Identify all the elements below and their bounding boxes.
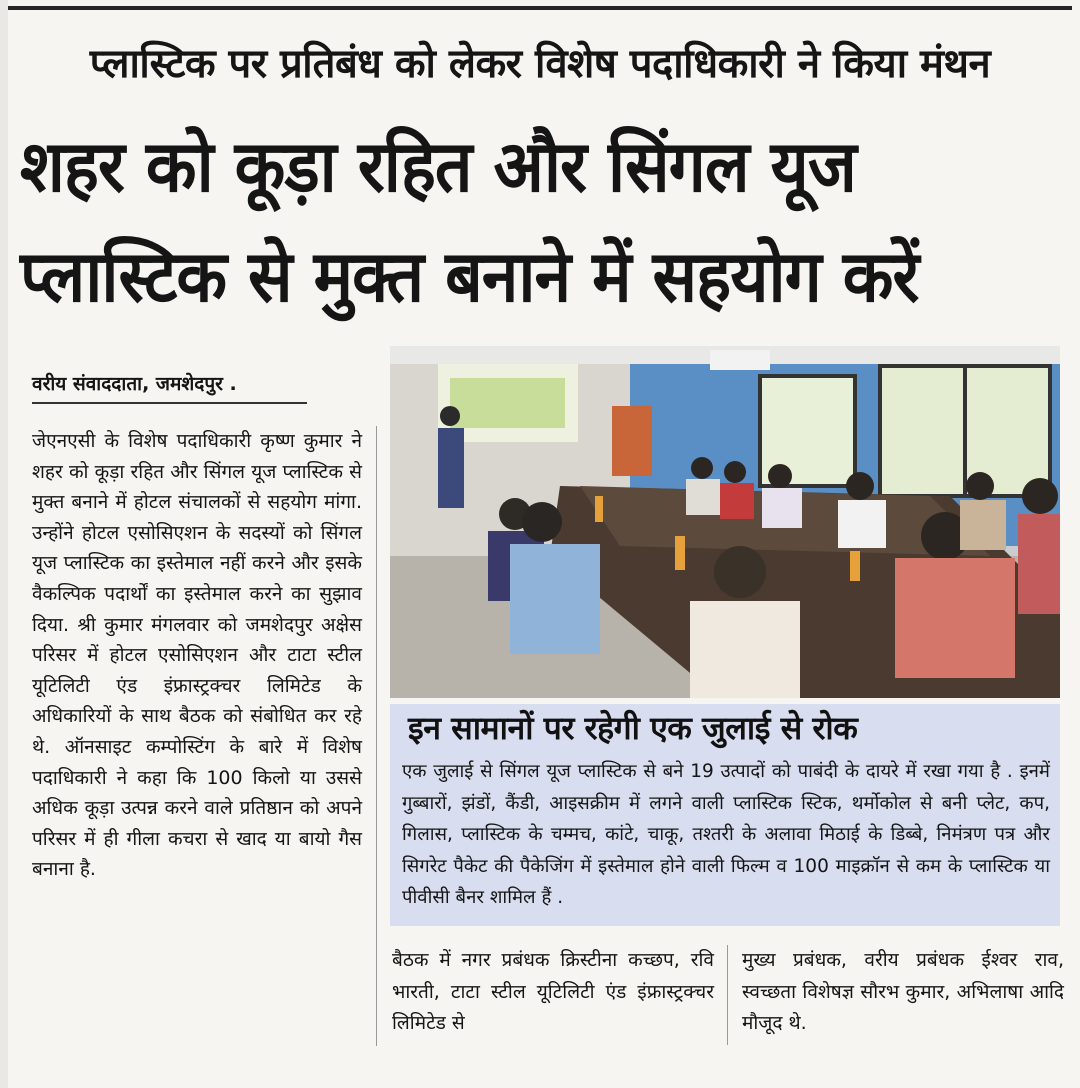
headline-line-1: शहर को कूड़ा रहित और सिंगल यूज — [20, 124, 856, 209]
info-box — [390, 704, 1060, 926]
byline: वरीय संवाददाता, जमशेदपुर . — [32, 370, 307, 404]
column-divider — [376, 426, 377, 1046]
page-edge — [0, 0, 8, 1088]
kicker-headline: प्लास्टिक पर प्रतिबंध को लेकर विशेष पदाधिकारी ने किया मंथन — [89, 41, 991, 87]
body-column-3: मुख्य प्रबंधक, वरीय प्रबंधक ईश्वर राव, स्वच्छता विशेषज्ञ सौरभ कुमार, अभिलाषा आदि मौजूद थे. — [742, 949, 1064, 1034]
meeting-photo-illustration — [390, 346, 1060, 698]
body-column-2: बैठक में नगर प्रबंधक क्रिस्टीना कच्छप, रवि भारती, टाटा स्टील यूटिलिटी एंड इंफ्रास्ट्रक्चर लिमिटेड से — [392, 949, 714, 1034]
meeting-photo — [390, 346, 1060, 698]
main-headline — [20, 112, 1066, 332]
headline-line-2: प्लास्टिक से मुक्त बनाने में सहयोग करें — [20, 235, 919, 319]
column-divider-2 — [727, 945, 728, 1045]
info-box-text: एक जुलाई से सिंगल यूज प्लास्टिक से बने 19 उत्पादों को पाबंदी के दायरे में रखा गया है . इनमें गुब्बारों, झंडों, कैंडी, आइसक्रीम में लगने वाली प्लास्टिक स्टिक, थर्मोकोल से बनी प्लेट, कप, गिलास, प्लास्टिक के चम्मच, कांटे, चाकू, तश्तरी के अलावा मिठाई के डिब्बे, निमंत्रण पत्र और सिगरेट पैकेट की पैकेजिंग में इस्तेमाल होने वाली फिल्म व 100 माइक्रॉन से कम के प्लास्टिक या पीवीसी बैनर शामिल हैं . — [402, 761, 1050, 908]
body-column-1: जेएनएसी के विशेष पदाधिकारी कृष्ण कुमार ने शहर को कूड़ा रहित और सिंगल यूज प्लास्टिक से मुक्त बनाने में होटल संचालकों से सहयोग मांगा. उन्होंने होटल एसोसिएशन के सदस्यों को सिंगल यूज प्लास्टिक का इस्तेमाल नहीं करने और इसके वैकल्पिक पदार्थों का इस्तेमाल करने का सुझाव दिया. श्री कुमार मंगलवार को जमशेदपुर अक्षेस परिसर में होटल एसोसिएशन और टाटा स्टील यूटिलिटी एंड इंफ्रास्ट्रक्चर लिमिटेड के अधिकारियों के साथ बैठक को संबोधित कर रहे थे. ऑनसाइट कम्पोस्टिंग के बारे में विशेष पदाधिकारी ने कहा कि 100 किलो या उससे अधिक कूड़ा उत्पन्न करने वाले प्रतिष्ठान को अपने परिसर में ही गीला कचरा से खाद या बायो गैस बनाना है. — [32, 430, 362, 881]
info-box-title: इन सामानों पर रहेगी एक जुलाई से रोक — [408, 709, 858, 747]
top-rule — [8, 6, 1072, 10]
